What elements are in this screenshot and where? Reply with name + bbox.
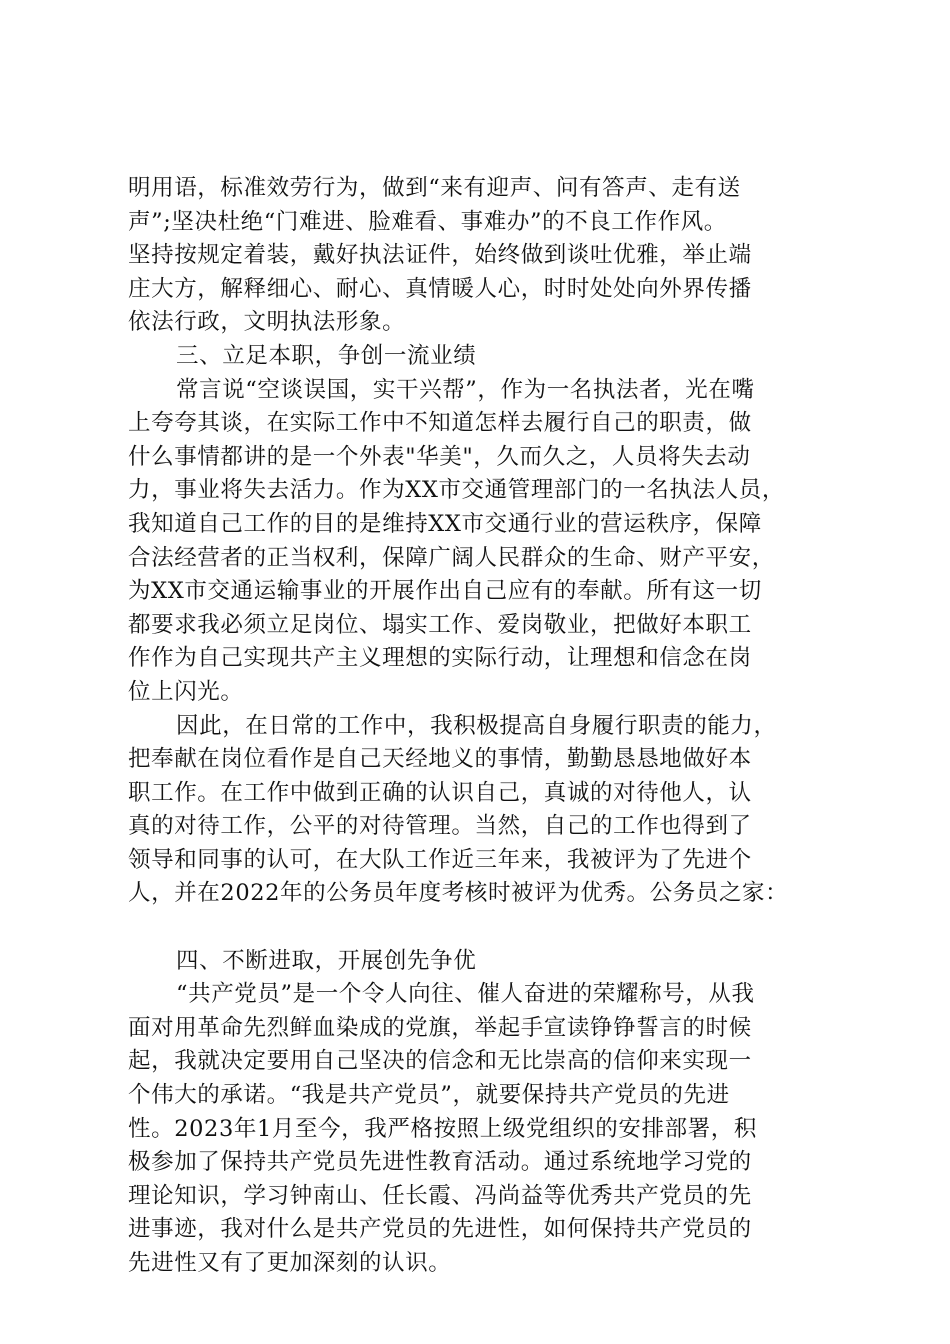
text-line: 庄大方，解释细心、耐心、真情暖人心，时时处处向外界传播	[128, 275, 752, 302]
text-line: 理论知识，学习钟南山、任长霞、冯尚益等优秀共产党员的先	[128, 1182, 752, 1209]
text-line: 人，并在2022年的公务员年度考核时被评为优秀。公务员之家：	[128, 880, 789, 907]
text-line: 常言说“空谈误国，实干兴帮”，作为一名执法者，光在嘴	[176, 376, 755, 403]
text-line: 位上闪光。	[128, 678, 244, 705]
text-line: 依法行政，文明执法形象。	[128, 309, 406, 336]
text-line: 极参加了保持共产党员先进性教育活动。通过系统地学习党的	[128, 1149, 752, 1176]
text-line: 我知道自己工作的目的是维持XX市交通行业的营运秩序，保障	[128, 510, 762, 537]
text-line: 个伟大的承诺。“我是共产党员”，就要保持共产党员的先进	[128, 1082, 730, 1109]
section-heading-3: 三、立足本职，争创一流业绩	[176, 342, 477, 369]
blank-line	[128, 911, 840, 945]
text-line: 职工作。在工作中做到正确的认识自己，真诚的对待他人，认	[128, 779, 752, 806]
text-line: 声”;坚决杜绝“门难进、脸难看、事难办”的不良工作作风。	[128, 208, 727, 235]
text-line: 起，我就决定要用自己坚决的信念和无比崇高的信仰来实现一	[128, 1048, 752, 1075]
text-line: 先进性又有了更加深刻的认识。	[128, 1250, 452, 1276]
text-line: 性。2023年1月至今，我严格按照上级党组织的安排部署，积	[128, 1115, 757, 1142]
text-line: 明用语，标准效劳行为，做到“来有迎声、问有答声、走有送	[128, 175, 741, 201]
text-line: 为XX市交通运输事业的开展作出自己应有的奉献。所有这一切	[128, 578, 762, 605]
text-line: 进事迹，我对什么是共产党员的先进性，如何保持共产党员的	[128, 1216, 752, 1243]
text-line: 坚持按规定着装，戴好执法证件，始终做到谈吐优雅，举止端	[128, 242, 752, 269]
text-line: 力，事业将失去活力。作为XX市交通管理部门的一名执法人员，	[128, 477, 785, 504]
text-line: 作作为自己实现共产主义理想的实际行动，让理想和信念在岗	[128, 645, 752, 672]
text-line: 上夸夸其谈，在实际工作中不知道怎样去履行自己的职责，做	[128, 410, 752, 437]
section-heading-4: 四、不断进取，开展创先争优	[176, 947, 477, 974]
text-line: 什么事情都讲的是一个外表"华美"，久而久之，人员将失去动	[128, 443, 751, 470]
text-line: 把奉献在岗位看作是自己天经地义的事情，勤勤恳恳地做好本	[128, 746, 752, 773]
text-line: 面对用革命先烈鲜血染成的党旗，举起手宣读铮铮誓言的时候	[128, 1014, 752, 1041]
text-line: 都要求我必须立足岗位、塌实工作、爱岗敬业，把做好本职工	[128, 611, 752, 638]
text-line: 领导和同事的认可，在大队工作近三年来，我被评为了先进个	[128, 846, 752, 873]
text-line: “共产党员”是一个令人向往、催人奋进的荣耀称号，从我	[176, 981, 755, 1008]
text-line: 因此，在日常的工作中，我积极提高自身履行职责的能力，	[176, 712, 777, 739]
text-line: 合法经营者的正当权利，保障广阔人民群众的生命、财产平安，	[128, 544, 775, 571]
text-line: 真的对待工作，公平的对待管理。当然，自己的工作也得到了	[128, 813, 752, 840]
body-text	[128, 172, 840, 1281]
